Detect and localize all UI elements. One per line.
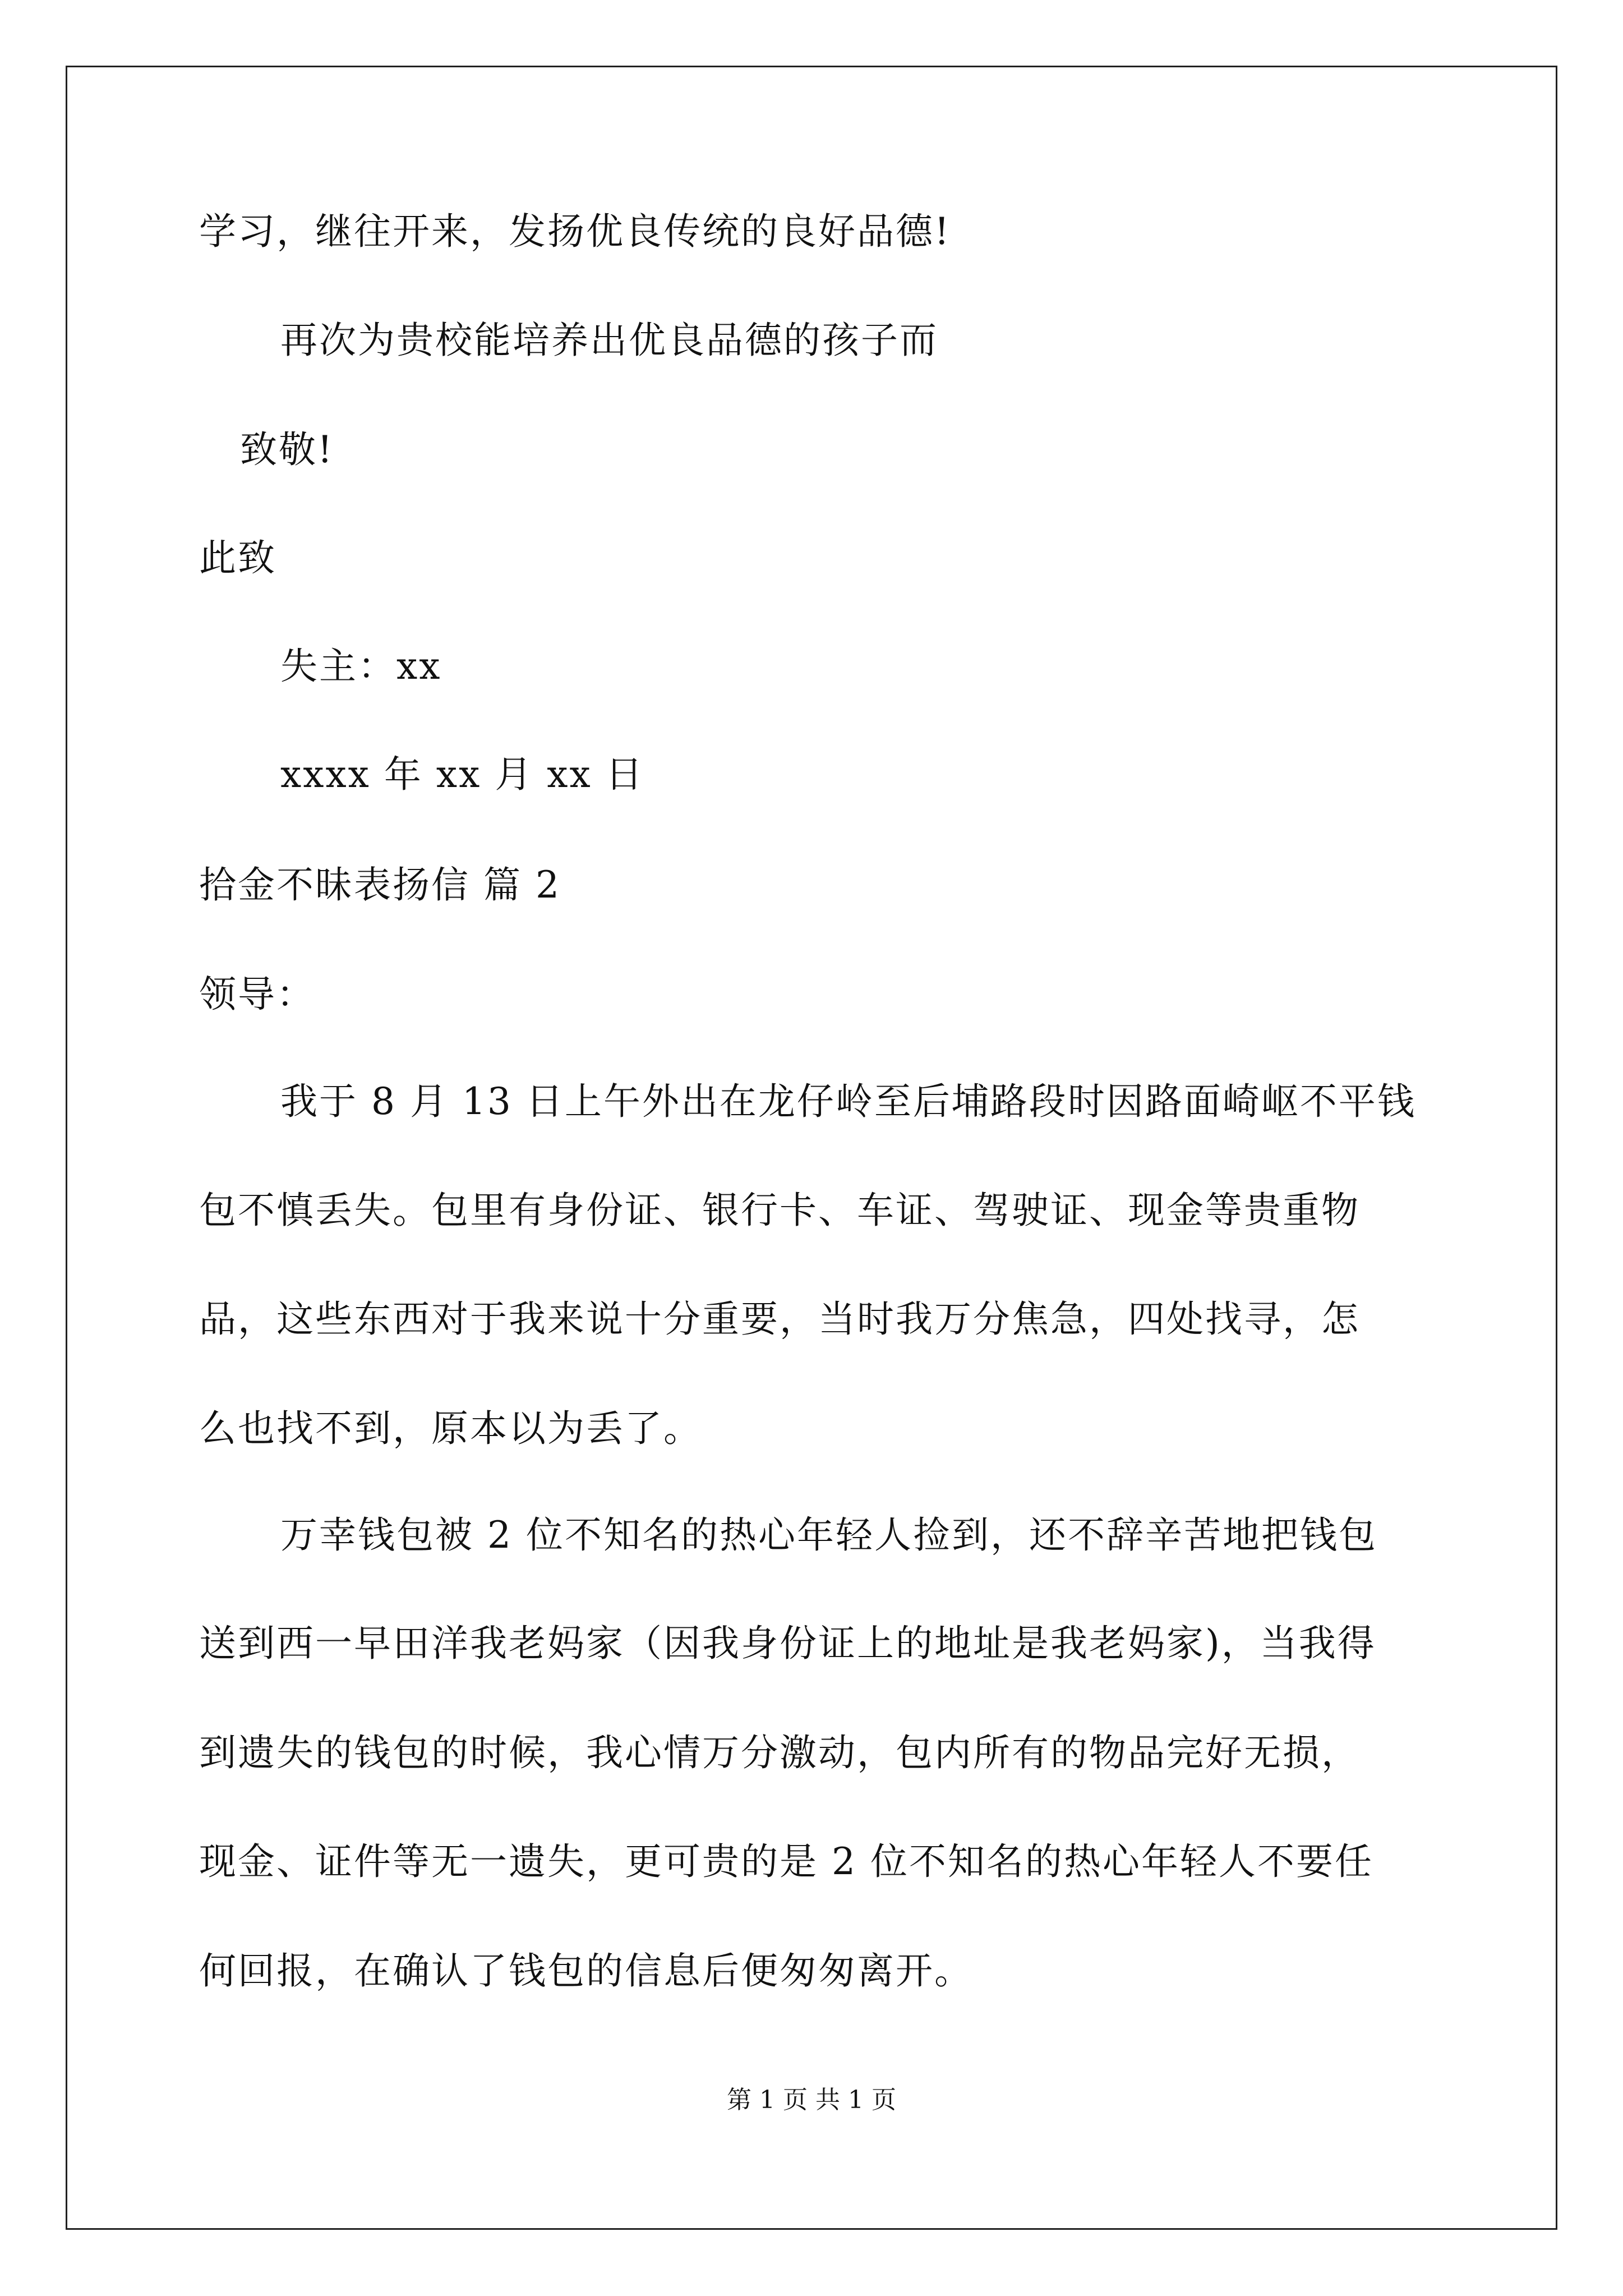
text-line-2: 再次为贵校能培养出优良品德的孩子而 (280, 319, 938, 362)
paragraph-2-line-1: 万幸钱包被 2 位不知名的热心年轻人捡到，还不辞辛苦地把钱包 (280, 1513, 1377, 1557)
page-number-footer: 第 1 页 共 1 页 (727, 2086, 896, 2114)
paragraph-2-line-4: 现金、证件等无一遗失，更可贵的是 2 位不知名的热心年轻人不要任 (199, 1840, 1373, 1883)
salutation-line: 致敬! (240, 428, 334, 471)
closing-line: 此致 (199, 536, 276, 579)
paragraph-1-line-3: 品，这些东西对于我来说十分重要，当时我万分焦急，四处找寻，怎 (199, 1297, 1360, 1341)
paragraph-1-line-2: 包不慎丢失。包里有身份证、银行卡、车证、驾驶证、现金等贵重物 (199, 1189, 1360, 1232)
paragraph-2-line-2: 送到西一早田洋我老妈家（因我身份证上的地址是我老妈家)，当我得 (199, 1622, 1376, 1665)
paragraph-1-line-1: 我于 8 月 13 日上午外出在龙仔岭至后埔路段时因路面崎岖不平钱 (280, 1080, 1416, 1123)
page-border (66, 66, 1557, 2230)
paragraph-2-line-5: 何回报，在确认了钱包的信息后便匆匆离开。 (199, 1949, 973, 1993)
paragraph-1-line-4: 么也找不到，原本以为丢了。 (199, 1407, 702, 1450)
signature-line: 失主：xx (280, 645, 442, 688)
text-line-1: 学习，继往开来，发扬优良传统的良好品德! (199, 210, 951, 253)
section-heading: 拾金不昧表扬信 篇 2 (199, 863, 561, 907)
recipient-line: 领导： (199, 973, 315, 1016)
paragraph-2-line-3: 到遗失的钱包的时候，我心情万分激动，包内所有的物品完好无损， (199, 1731, 1360, 1774)
date-line: xxxx 年 xx 月 xx 日 (280, 753, 644, 796)
